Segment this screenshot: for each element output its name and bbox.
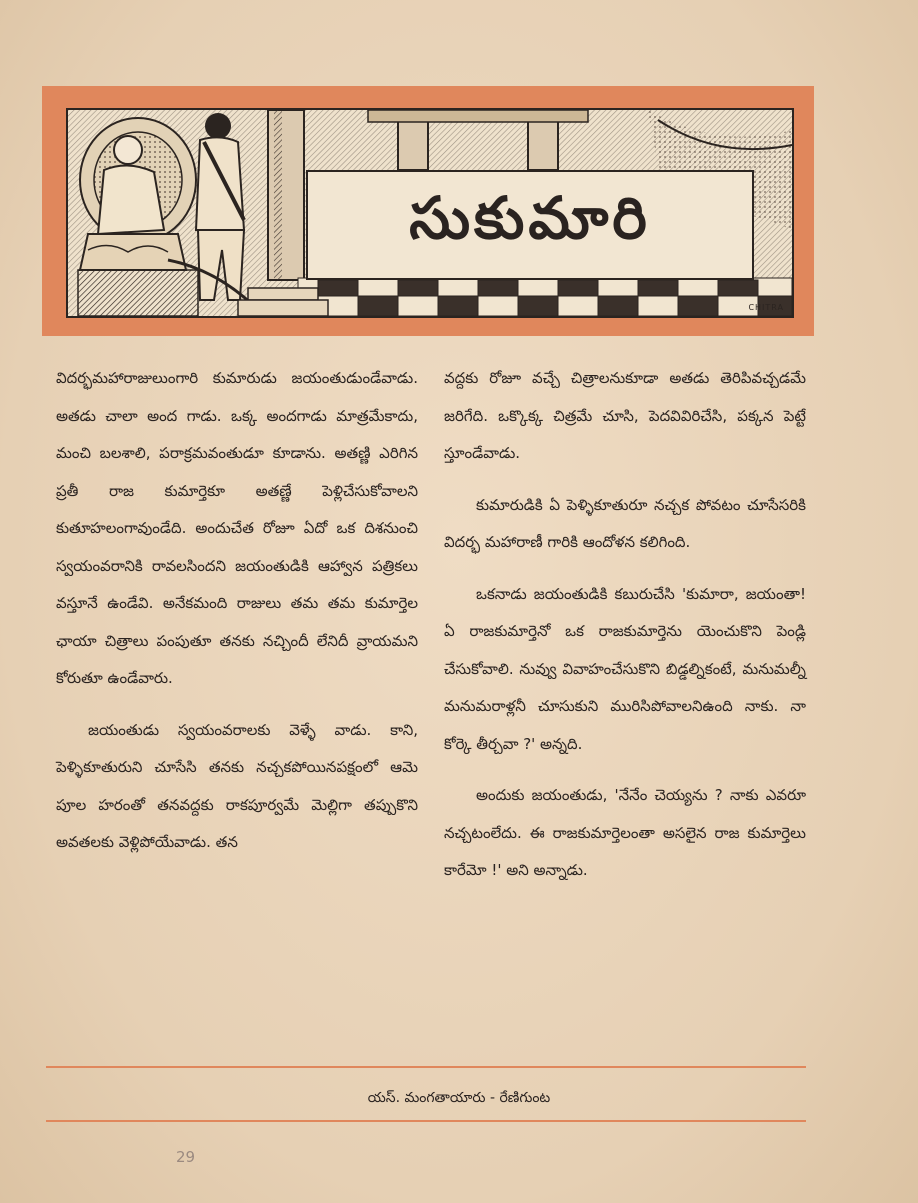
article-body xyxy=(56,360,806,1050)
right-column xyxy=(444,360,806,1050)
paragraph: కుమారుడికి ఏ పెళ్ళికూతురూ నచ్చక పోవటం చూసేసరికి విదర్భ మహారాణీ గారికి ఆందోళన కలిగింది. xyxy=(444,495,806,551)
footer-rule-top xyxy=(46,1066,806,1068)
story-title: సుకుమారి xyxy=(409,183,651,252)
paragraph: విదర్భమహారాజులుంగారి కుమారుడు జయంతుడుండేవాడు. అతడు చాలా అంద గాడు. ఒక్క అందగాడు మాత్రమేకాదు, మంచి బలశాలి, పరాక్రమవంతుడూ కూడాను. అతణ్ణి ఎరిగిన ప్రతీ రాజ కుమార్తెకూ అతణ్ణే పెళ్లిచేసుకోవాలని కుతూహలంగావుండేది. అందుచేత రోజూ ఏదో ఒక దిశనుంచి స్వయంవరానికి రావలసిందని జయంతుడికి ఆహ్వాన పత్రికలు వస్తూనే ఉండేవి. అనేకమంది రాజులు తమ తమ కుమార్తెల ఛాయా చిత్రాలు పంపుతూ తనకు నచ్చిందీ లేనిదీ వ్రాయమని కోరుతూ ఉండేవారు. xyxy=(56,369,418,687)
paragraph: వద్దకు రోజూ వచ్చే చిత్రాలనుకూడా అతడు తెరిపివచ్చడమే జరిగేది. ఒక్కొక్క చిత్రమే చూసి, పెదవివిరిచేసి, పక్కన పెట్టే స్తూండేవాడు. xyxy=(444,369,806,462)
paragraph: అందుకు జయంతుడు, 'నేనేం చెయ్యను ? నాకు ఎవరూ నచ్చటంలేదు. ఈ రాజకుమార్తెలంతా అసలైన రాజ కుమార్తెలు కారేమో !' అని అన్నాడు. xyxy=(444,786,806,879)
header-illustration xyxy=(66,108,794,318)
footer-rule-bottom xyxy=(46,1120,806,1122)
paragraph: ఒకనాడు జయంతుడికి కబురుచేసి 'కుమారా, జయంతా! ఏ రాజకుమార్తెనో ఒక రాజకుమార్తెను యెంచుకొని పెండ్లి చేసుకోవాలి. నువ్వు వివాహంచేసుకొని బిడ్డల్నికంటే, మనుమల్నీ మనుమరాళ్లనీ చూసుకుని మురిసిపోవాలనిఉంది నాకు. నా కోర్కె తీర్చవా ?' అన్నది. xyxy=(444,584,806,753)
header-banner xyxy=(42,86,814,336)
title-plaque xyxy=(306,170,754,280)
paragraph: జయంతుడు స్వయంవరాలకు వెళ్ళే వాడు. కాని, పెళ్ళికూతురుని చూసేసి తనకు నచ్చకపోయినపక్షంలో ఆమె పూల హరంతో తనవద్దకు రాకపూర్వమే మెల్లిగా తప్పుకొని అవతలకు వెళ్లిపోయేవాడు. తన xyxy=(56,720,418,851)
artist-signature: CHITRA xyxy=(748,303,784,312)
page-number: 29 xyxy=(176,1148,196,1166)
left-column xyxy=(56,360,418,1050)
author-credit: యస్. మంగతాయారు - రేణిగుంట xyxy=(367,1090,551,1106)
